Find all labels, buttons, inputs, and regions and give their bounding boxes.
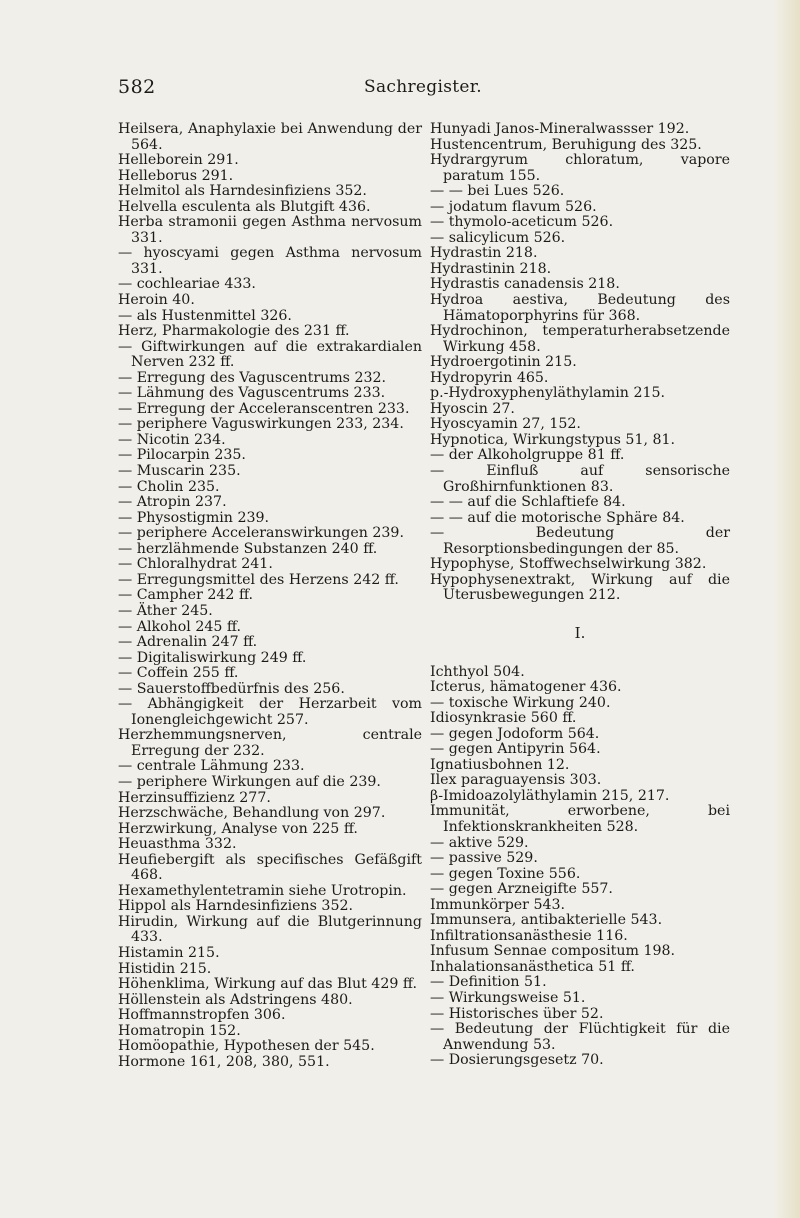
index-entry: p.-Hydroxyphenyläthylamin 215. (430, 385, 666, 402)
index-entry: — Erregung der Acceleranscentren 233. (118, 400, 410, 417)
index-entry: — Wirkungsweise 51. (430, 989, 586, 1006)
index-entry: — der Alkoholgruppe 81 ff. (430, 447, 625, 464)
index-entry: Inhalationsanästhetica 51 ff. (430, 958, 635, 975)
index-entry: — gegen Toxine 556. (430, 865, 581, 882)
index-entry: — toxische Wirkung 240. (430, 694, 611, 711)
index-entry: Hippol als Harndesinfiziens 352. (118, 898, 354, 915)
index-entry: — Muscarin 235. (118, 463, 241, 480)
letter-heading-i: I. (574, 623, 586, 642)
index-entry: — periphere Vaguswirkungen 233, 234. (118, 416, 404, 433)
index-entry: Hyoscyamin 27, 152. (430, 416, 581, 433)
index-entry: — Adrenalin 247 ff. (118, 634, 258, 651)
index-entry: Hydrargyrum chloratum, vapore paratum 155. (430, 152, 730, 184)
index-entry: Herba stramonii gegen Asthma nervosum 331. (118, 214, 422, 246)
index-entry: Heilsera, Anaphylaxie bei Anwendung der 564. (118, 121, 422, 153)
index-entry: — Historisches über 52. (430, 1005, 604, 1022)
index-entry: — als Hustenmittel 326. (118, 307, 292, 324)
index-entry: Ichthyol 504. (430, 663, 525, 680)
index-entry: — gegen Arzneigifte 557. (430, 881, 613, 898)
index-entry: — salicylicum 526. (430, 229, 566, 246)
index-entry: Hydropyrin 465. (430, 369, 549, 386)
index-entry: Idiosynkrasie 560 ff. (430, 710, 577, 727)
page-header (118, 76, 728, 100)
index-entry: — Pilocarpin 235. (118, 447, 246, 464)
index-entry: — Giftwirkungen auf die extrakardialen Nerven 232 ff. (118, 338, 422, 371)
index-entry: — cochleariae 433. (118, 276, 256, 293)
index-entry: Helleborus 291. (118, 167, 234, 184)
index-entry: — — auf die Schlaftiefe 84. (430, 494, 626, 511)
index-entry: Ilex paraguayensis 303. (430, 772, 602, 789)
index-entry: Homöopathie, Hypothesen der 545. (118, 1038, 375, 1055)
index-entry: Heuasthma 332. (118, 836, 237, 853)
index-entry: Hypophyse, Stoffwechselwirkung 382. (430, 556, 707, 573)
index-entry: Hustencentrum, Beruhigung des 325. (430, 136, 702, 153)
index-entry: — Campher 242 ff. (118, 587, 254, 604)
index-entry: Ignatiusbohnen 12. (430, 756, 570, 773)
index-entry: Helmitol als Harndesinfiziens 352. (118, 183, 367, 200)
index-entry: Hexamethylentetramin siehe Urotropin. (118, 882, 407, 899)
index-entry: — Bedeutung der Resorptionsbedingungen der 85. (430, 525, 730, 557)
index-entry: Hydrastis canadensis 218. (430, 276, 620, 293)
index-entry: — Physostigmin 239. (118, 509, 270, 526)
index-entry: — Atropin 237. (118, 494, 227, 511)
index-entry: — Äther 245. (118, 602, 213, 619)
index-entry: Heroin 40. (118, 292, 195, 309)
index-entry: Höllenstein als Adstringens 480. (118, 991, 353, 1008)
index-entry: Heufiebergift als specifisches Gefäßgift 468. (118, 851, 422, 884)
index-entry: — Coffein 255 ff. (118, 665, 239, 682)
page-edge-shadow (774, 0, 800, 1218)
index-column-left (118, 122, 422, 1070)
index-entry: Icterus, hämatogener 436. (430, 679, 622, 696)
index-entry: Herzschwäche, Behandlung von 297. (118, 805, 386, 822)
index-entry: Infusum Sennae compositum 198. (430, 943, 676, 960)
index-entry: Homatropin 152. (118, 1022, 241, 1039)
index-entry: Infiltrationsanästhesie 116. (430, 927, 628, 944)
index-entry: — Cholin 235. (118, 478, 220, 495)
index-entry: Hirudin, Wirkung auf die Blutgerinnung 433. (118, 913, 422, 946)
index-entry: Herzinsuffizienz 277. (118, 789, 271, 806)
index-column-right (430, 122, 730, 1069)
index-entry: Helleborein 291. (118, 152, 239, 169)
index-entry: — Digitaliswirkung 249 ff. (118, 649, 307, 666)
index-entry: — periphere Acceleranswirkungen 239. (118, 525, 404, 542)
index-entry: Hydrastinin 218. (430, 260, 552, 277)
index-entry: — aktive 529. (430, 834, 529, 851)
index-entry: β-Imidoazolyläthylamin 215, 217. (430, 787, 670, 804)
index-section-i (430, 665, 730, 1069)
index-section-h (430, 122, 730, 604)
index-entry: Helvella esculenta als Blutgift 436. (118, 198, 371, 215)
index-entry: — thymolo-aceticum 526. (430, 214, 614, 231)
index-entry: — Erregung des Vaguscentrums 232. (118, 369, 387, 386)
index-entry: Hormone 161, 208, 380, 551. (118, 1053, 330, 1070)
index-entry: — gegen Jodoform 564. (430, 725, 600, 742)
index-entry: — Einfluß auf sensorische Großhirnfunktionen 83. (430, 463, 730, 495)
index-entry: — Dosierungsgesetz 70. (430, 1052, 604, 1069)
index-entry: — Definition 51. (430, 974, 547, 991)
index-entry: Herzhemmungsnerven, centrale Erregung der 232. (118, 727, 422, 759)
index-entry: — — bei Lues 526. (430, 183, 565, 200)
index-entry: — gegen Antipyrin 564. (430, 741, 601, 758)
index-entry: — periphere Wirkungen auf die 239. (118, 773, 381, 790)
index-entry: Immunsera, antibakterielle 543. (430, 912, 663, 929)
index-entry: — Lähmung des Vaguscentrums 233. (118, 385, 386, 402)
page-number: 582 (118, 76, 156, 98)
index-entry: — Alkohol 245 ff. (118, 618, 242, 635)
index-entry: — hyoscyami gegen Asthma nervosum 331. (118, 245, 422, 277)
index-entry: — Bedeutung der Flüchtigkeit für die Anwendung 53. (430, 1021, 730, 1053)
index-entry: — Abhängigkeit der Herzarbeit vom Ionengleichgewicht 257. (118, 696, 422, 728)
index-entry: — passive 529. (430, 850, 538, 867)
index-entry: Histidin 215. (118, 960, 212, 977)
index-entry: — Erregungsmittel des Herzens 242 ff. (118, 571, 399, 588)
index-entry: Hydrochinon, temperaturherabsetzende Wirkung 458. (430, 323, 730, 355)
index-entry: Hydroa aestiva, Bedeutung des Hämatoporphyrins für 368. (430, 292, 730, 324)
index-entry: Hydrastin 218. (430, 245, 538, 262)
index-entry: Hoffmannstropfen 306. (118, 1007, 286, 1024)
index-entry: — Nicotin 234. (118, 431, 226, 448)
running-title: Sachregister. (364, 77, 482, 97)
index-entry: Herz, Pharmakologie des 231 ff. (118, 323, 350, 340)
index-entry: Herzwirkung, Analyse von 225 ff. (118, 820, 358, 837)
index-entry: Histamin 215. (118, 944, 220, 961)
index-entry: — Chloralhydrat 241. (118, 556, 273, 573)
index-entry: Immunität, erworbene, bei Infektionskrankheiten 528. (430, 803, 730, 835)
index-entry: Immunkörper 543. (430, 896, 566, 913)
index-entry: Höhenklima, Wirkung auf das Blut 429 ff. (118, 976, 417, 993)
index-entry: Hunyadi Janos-Mineralwassser 192. (430, 121, 690, 137)
index-entry: — Sauerstoffbedürfnis des 256. (118, 680, 345, 697)
index-entry: Hydroergotinin 215. (430, 354, 577, 371)
index-entry: — herzlähmende Substanzen 240 ff. (118, 540, 378, 557)
index-entry: Hyoscin 27. (430, 400, 515, 417)
index-entry: — jodatum flavum 526. (430, 198, 597, 215)
index-entry: — — auf die motorische Sphäre 84. (430, 509, 685, 526)
index-entry: — centrale Lähmung 233. (118, 758, 305, 775)
index-entry: Hypnotica, Wirkungstypus 51, 81. (430, 431, 676, 448)
index-entry: Hypophysenextrakt, Wirkung auf die Uterusbewegungen 212. (430, 571, 730, 604)
